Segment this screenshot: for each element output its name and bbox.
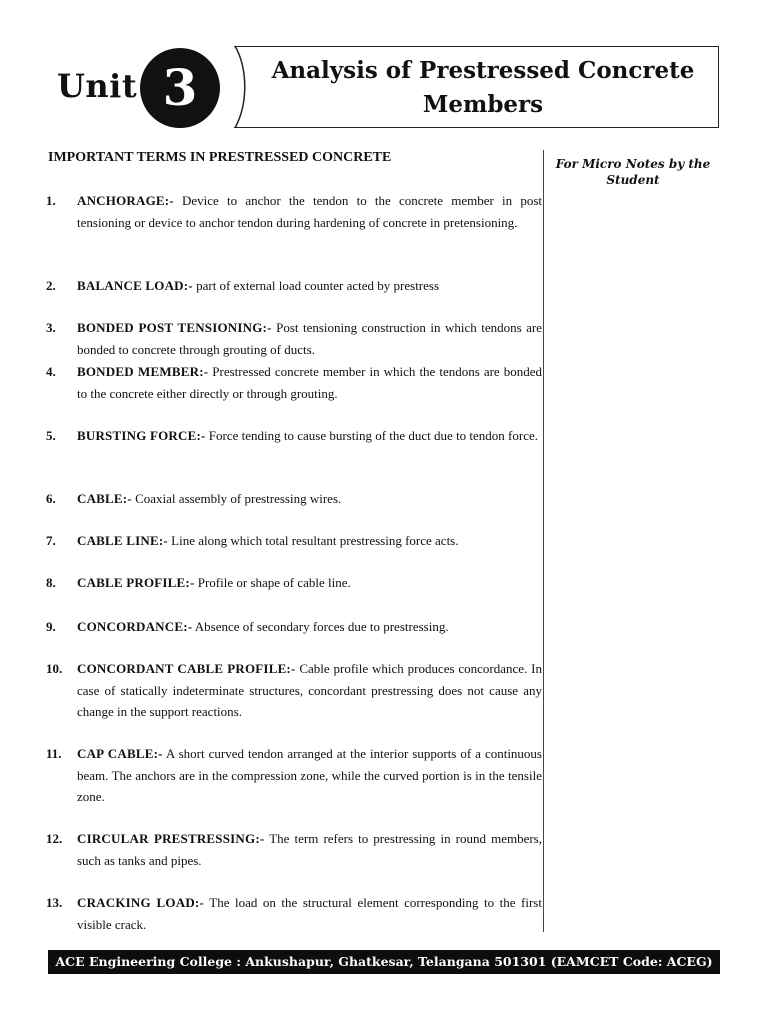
term-label: CABLE:-	[77, 491, 132, 506]
page-title: Analysis of Prestressed Concrete Members	[271, 57, 695, 118]
term-item	[46, 892, 542, 935]
term-item	[46, 361, 542, 404]
term-number: 6.	[46, 491, 56, 506]
term-number: 8.	[46, 575, 56, 590]
term-definition: Line along which total resultant prestressing force acts.	[167, 533, 459, 548]
micro-notes-label: For Micro Notes by the Student	[555, 157, 711, 187]
term-item	[46, 425, 542, 447]
term-definition: Absence of secondary forces due to prestressing.	[192, 619, 449, 634]
unit-number-badge: 3	[140, 48, 220, 128]
term-definition: Profile or shape of cable line.	[194, 575, 351, 590]
term-item	[46, 828, 542, 871]
footer-college-address: ACE Engineering College : Ankushapur, Ghatkesar, Telangana 501301 (EAMCET Code: ACEG)	[48, 950, 720, 974]
term-label: BONDED POST TENSIONING:-	[77, 320, 272, 335]
term-number: 4.	[46, 364, 56, 379]
term-label: CRACKING LOAD:-	[77, 895, 204, 910]
term-label: BURSTING FORCE:-	[77, 428, 206, 443]
term-item	[46, 317, 542, 360]
term-label: ANCHORAGE:-	[77, 193, 174, 208]
term-label: CAP CABLE:-	[77, 746, 163, 761]
term-item	[46, 530, 542, 552]
term-item	[46, 572, 542, 594]
term-label: CABLE LINE:-	[77, 533, 168, 548]
term-item	[46, 275, 542, 297]
term-item	[46, 488, 542, 510]
term-item	[46, 190, 542, 233]
term-definition: Prestressed concrete member in which the tendons are bonded to the concrete either directly or through grouting.	[77, 364, 543, 401]
term-number: 12.	[46, 831, 63, 846]
term-label: CONCORDANCE:-	[77, 619, 193, 634]
term-item	[46, 743, 542, 808]
term-definition: Coaxial assembly of prestressing wires.	[131, 491, 342, 506]
term-definition: A short curved tendon arranged at the interior supports of a continuous beam. The anchors are in the compression zone, while the curved portion is in the tensile zone.	[77, 746, 542, 804]
term-item	[46, 616, 542, 638]
term-label: CIRCULAR PRESTRESSING:-	[77, 831, 265, 846]
term-definition: Cable profile which produces concordance. In case of statically indeterminate structures, concordant prestressing does not cause any change in the support reactions.	[77, 661, 542, 719]
term-number: 2.	[46, 278, 56, 293]
term-number: 10.	[46, 661, 63, 676]
term-number: 1.	[46, 193, 56, 208]
term-number: 7.	[46, 533, 56, 548]
term-number: 9.	[46, 619, 56, 634]
term-number: 5.	[46, 428, 56, 443]
section-heading: IMPORTANT TERMS IN PRESTRESSED CONCRETE	[48, 150, 392, 165]
term-label: CABLE PROFILE:-	[77, 575, 195, 590]
term-definition: Force tending to cause bursting of the duct due to tendon force.	[205, 428, 539, 443]
term-number: 3.	[46, 320, 56, 335]
term-definition: The load on the structural element corresponding to the first visible crack.	[77, 895, 542, 932]
term-label: BONDED MEMBER:-	[77, 364, 209, 379]
term-label: CONCORDANT CABLE PROFILE:-	[77, 661, 296, 676]
term-definition: Post tensioning construction in which tendons are bonded to concrete through grouting of ducts.	[77, 320, 542, 357]
term-number: 13.	[46, 895, 63, 910]
term-label: BALANCE LOAD:-	[77, 278, 193, 293]
term-definition: part of external load counter acted by prestress	[192, 278, 440, 293]
term-definition: The term refers to prestressing in round members, such as tanks and pipes.	[77, 831, 542, 868]
term-number: 11.	[46, 746, 62, 761]
term-definition: Device to anchor the tendon to the concrete member in post tensioning or device to anchor tendon during hardening of concrete in pretensioning.	[77, 193, 542, 230]
term-item	[46, 658, 542, 723]
unit-label: Unit	[57, 67, 138, 105]
